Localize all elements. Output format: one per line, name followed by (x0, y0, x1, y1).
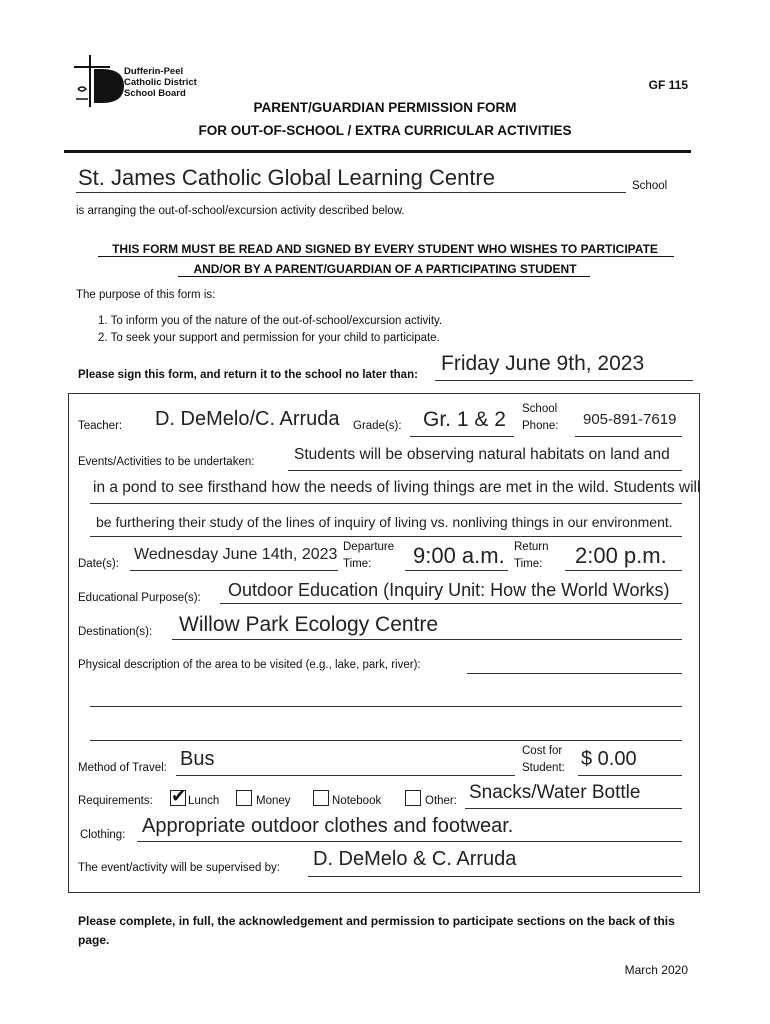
money-label: Money (256, 795, 291, 807)
purpose-item: 1. To inform you of the nature of the out-of-school/excursion activity. (98, 315, 443, 327)
other-requirements-line (465, 808, 682, 809)
revision-date: March 2020 (624, 963, 688, 977)
notebook-label: Notebook (332, 795, 382, 807)
phone-line (575, 436, 682, 437)
form-title-line1: PARENT/GUARDIAN PERMISSION FORM (253, 100, 517, 115)
deadline-value[interactable]: Friday June 9th, 2023 (441, 352, 645, 375)
school-name-value[interactable]: St. James Catholic Global Learning Centre (78, 165, 495, 190)
return-label: Time: (514, 558, 543, 570)
dates-line (130, 570, 338, 571)
grades-label: Grade(s): (353, 420, 402, 432)
supervisor-field[interactable]: D. DeMelo & C. Arruda (313, 848, 517, 870)
physical-description-field[interactable] (90, 706, 682, 707)
form-title-line2: FOR OUT-OF-SCHOOL / EXTRA CURRICULAR ACTIVITIES (198, 123, 572, 138)
other-label: Other: (425, 795, 457, 807)
requirements-label: Requirements: (78, 795, 153, 807)
clothing-label: Clothing: (80, 829, 126, 841)
dates-label: Date(s): (78, 558, 119, 570)
physical-description-field[interactable] (90, 740, 682, 741)
physical-description-label: Physical description of the area to be visited (e.g., lake, park, river): (78, 659, 421, 671)
cost-label: Student: (522, 762, 565, 774)
school-name-line (76, 192, 626, 193)
travel-method-line (176, 775, 515, 776)
travel-method-label: Method of Travel: (78, 762, 167, 774)
destination-line (172, 639, 682, 640)
teacher-field[interactable]: D. DeMelo/C. Arruda (155, 408, 340, 430)
board-name: Dufferin-Peel Catholic District School Board (124, 66, 197, 99)
other-checkbox[interactable] (405, 790, 421, 806)
events-field-line2[interactable]: in a pond to see firsthand how the needs of living things are met in the wild. Students will (93, 479, 701, 496)
phone-label: School (522, 403, 558, 415)
travel-method-field[interactable]: Bus (180, 748, 215, 770)
departure-label: Time: (343, 558, 372, 570)
notice-underline2 (178, 276, 590, 277)
educational-purpose-line (220, 603, 682, 604)
other-requirements-field[interactable]: Snacks/Water Bottle (469, 782, 641, 803)
dates-field[interactable]: Wednesday June 14th, 2023 (134, 546, 338, 563)
departure-line (405, 570, 508, 571)
destination-field[interactable]: Willow Park Ecology Centre (179, 613, 439, 636)
school-label: School (632, 180, 668, 192)
cost-line (578, 775, 682, 776)
supervisor-line (308, 876, 682, 877)
title-rule (64, 150, 691, 153)
phone-field[interactable]: 905-891-7619 (583, 411, 677, 428)
return-label: Return (514, 541, 549, 553)
educational-purpose-label: Educational Purpose(s): (78, 592, 201, 604)
phone-label: Phone: (522, 420, 559, 432)
events-line (90, 536, 682, 537)
check-mark-icon: ✔ (171, 786, 187, 807)
events-field-line1[interactable]: Students will be observing natural habitats on land and (294, 446, 670, 463)
destination-label: Destination(s): (78, 626, 153, 638)
completion-note: page. (78, 933, 110, 947)
grades-line (410, 436, 514, 437)
departure-time-field[interactable]: 9:00 a.m. (413, 543, 505, 568)
events-label: Events/Activities to be undertaken: (78, 456, 255, 468)
lunch-label: Lunch (188, 795, 220, 807)
clothing-line (137, 841, 682, 842)
events-line (90, 503, 682, 504)
money-checkbox[interactable] (236, 790, 252, 806)
notebook-checkbox[interactable] (313, 790, 329, 806)
events-field-line3[interactable]: be furthering their study of the lines of inquiry of living vs. nonliving things in our environment. (96, 514, 673, 530)
cost-field[interactable]: $ 0.00 (581, 748, 637, 770)
teacher-label: Teacher: (78, 420, 123, 432)
return-line (565, 570, 682, 571)
arranging-text: is arranging the out-of-school/excursion activity described below. (76, 205, 405, 217)
notice-line2: AND/OR BY A PARENT/GUARDIAN OF A PARTICIPATING STUDENT (193, 262, 577, 276)
cost-label: Cost for (522, 745, 563, 757)
notice-line1: THIS FORM MUST BE READ AND SIGNED BY EVERY STUDENT WHO WISHES TO PARTICIPATE (112, 242, 658, 256)
return-time-field[interactable]: 2:00 p.m. (575, 543, 667, 568)
deadline-line (435, 380, 693, 381)
purpose-intro: The purpose of this form is: (76, 289, 216, 301)
grades-field[interactable]: Gr. 1 & 2 (423, 408, 506, 431)
supervisor-label: The event/activity will be supervised by: (78, 862, 280, 874)
physical-description-field[interactable] (467, 673, 682, 674)
clothing-field[interactable]: Appropriate outdoor clothes and footwear. (142, 815, 514, 837)
purpose-item: 2. To seek your support and permission for your child to participate. (98, 332, 440, 344)
educational-purpose-field[interactable]: Outdoor Education (Inquiry Unit: How the World Works) (228, 580, 670, 600)
form-code: GF 115 (648, 78, 688, 92)
notice-underline1 (98, 256, 674, 257)
deadline-label: Please sign this form, and return it to the school no later than: (78, 369, 418, 381)
events-line (288, 470, 682, 471)
departure-label: Departure (343, 541, 395, 553)
completion-note: Please complete, in full, the acknowledgement and permission to participate sections on the back of this (78, 914, 675, 928)
